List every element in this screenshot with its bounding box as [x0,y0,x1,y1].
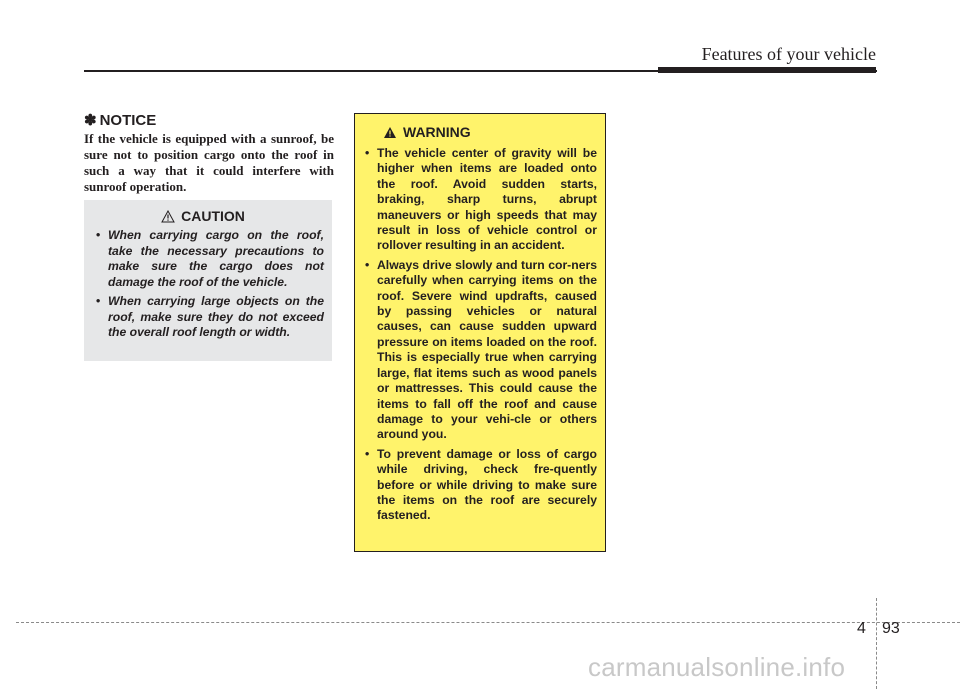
warning-item: • To prevent damage or loss of cargo while driving, check fre-quently before or while driving to make sure the items on the roof are securely fastened. [363,447,597,524]
caution-heading [82,208,324,224]
warning-triangle-filled-icon [383,126,397,139]
notice-section [84,111,334,195]
warning-item: • Always drive slowly and turn cor-ners carefully when carrying items on the roof. Severe wind updrafts, caused by passing vehicles or natural causes, can cause sudden upward pressure on items loaded on the roof. This is especially true when carrying large, flat items such as wood panels or mattresses. This could cause the items to fall off the roof and cause damage to your vehi-cle or others around you. [363,258,597,443]
notice-heading [84,111,334,129]
header-rule-accent [658,67,876,73]
header-title: Features of your vehicle [701,44,876,64]
caution-title: CAUTION [181,208,245,224]
warning-item: • The vehicle center of gravity will be higher when items are loaded onto the roof. Avoid sudden starts, braking, sharp turns, abrupt maneuvers or high speeds that may result in loss of vehicle control or rollover resulting in an accident. [363,146,597,254]
watermark: carmanualsonline.info [588,652,846,682]
caution-box [84,200,332,361]
footer-divider [876,598,877,689]
caution-item: • When carrying cargo on the roof, take the necessary precautions to make sure the cargo does not damage the roof of the vehicle. [94,228,324,290]
caution-item: • When carrying large objects on the roof, make sure they do not exceed the overall roof length or width. [94,294,324,341]
notice-body: If the vehicle is equipped with a sunroof, be sure not to position cargo onto the roof in such a way that it could interfere with sunroof operation. [84,131,334,194]
warning-triangle-outline-icon [161,210,175,223]
chapter-number: 4 [857,620,866,637]
notice-mark-icon: ✽ [84,112,97,129]
warning-list [363,146,597,524]
warning-box [354,113,606,552]
warning-heading [383,124,597,140]
footer-rule [16,622,960,623]
page-number: 93 [882,620,900,637]
warning-title: WARNING [403,124,471,140]
notice-title: NOTICE [99,111,157,129]
caution-list [94,228,324,341]
